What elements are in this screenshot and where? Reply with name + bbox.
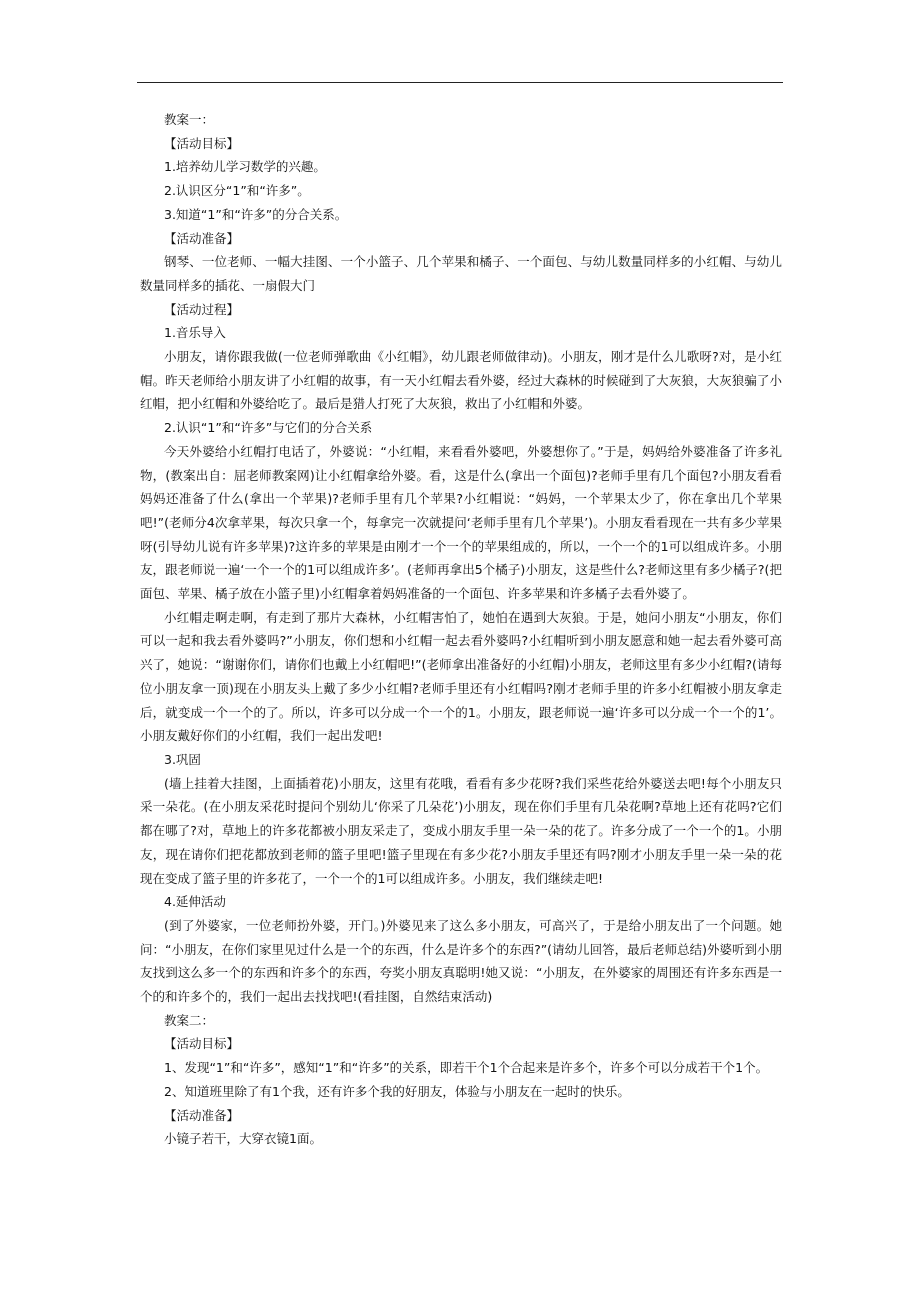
- preparation-text: 小镜子若干，大穿衣镜1面。: [164, 1131, 322, 1147]
- body-paragraph: 小朋友，请你跟我做(一位老师弹歌曲《小红帽》，幼儿跟老师做律动)。小朋友，刚才是什么儿歌呀?对，是小红帽。昨天老师给小朋友讲了小红帽的故事，有一天小红帽去看外婆，经过大森林的时候碰到了大灰狼，大灰狼骗了小红帽，把小红帽和外婆给吃了。最后是猎人打死了大灰狼，救出了小红帽和外婆。: [140, 349, 782, 412]
- step-heading: 1.音乐导入: [164, 325, 226, 341]
- body-paragraph: (墙上挂着大挂图，上面插着花)小朋友，这里有花哦，看看有多少花呀?我们采些花给外婆送去吧!每个小朋友只采一朵花。(在小朋友采花时提问个别幼儿‘你采了几朵花’)小朋友，现在你们手里有几朵花啊?草地上还有花吗?它们都在哪了?对，草地上的许多花都被小朋友采走了，变成小朋友手里一朵一朵的花了。许多分成了一个一个的1。小朋友，现在请你们把花都放到老师的篮子里吧!篮子里现在有多少花?小朋友手里还有吗?刚才小朋友手里一朵一朵的花现在变成了篮子里的许多花了，一个一个的1可以组成许多。小朋友，我们继续走吧!: [140, 775, 782, 886]
- step-heading: 3.巩固: [164, 751, 201, 767]
- header-rule: [137, 82, 783, 83]
- plan-two-heading: 教案二：: [164, 1012, 215, 1028]
- document-body: [140, 108, 782, 1151]
- goal-item: 1、发现“1”和“许多”，感知“1”和“许多”的关系，即若干个1个合起来是许多个，许多个可以分成若干个1个。: [164, 1060, 769, 1076]
- preparation-text: 钢琴、一位老师、一幅大挂图、一个小篮子、几个苹果和橘子、一个面包、与幼儿数量同样多的小红帽、与幼儿数量同样多的插花、一扇假大门: [140, 254, 782, 293]
- section-heading-preparation: 【活动准备】: [164, 1107, 240, 1123]
- body-paragraph: 今天外婆给小红帽打电话了，外婆说：“小红帽，来看看外婆吧，外婆想你了。”于是，妈妈给外婆准备了许多礼物，(教案出自：屈老师教案网)让小红帽拿给外婆。看，这是什么(拿出一个面包)?老师手里有几个面包?小朋友看看妈妈还准备了什么(拿出一个苹果)?老师手里有几个苹果?小红帽说：“妈妈，一个苹果太少了，你在拿出几个苹果吧!”(老师分4次拿苹果，每次只拿一个，每拿完一次就提问‘老师手里有几个苹果’)。小朋友看看现在一共有多少苹果呀(引导幼儿说有许多苹果)?这许多的苹果是由刚才一个一个的苹果组成的，所以，一个一个的1可以组成许多。小朋友，跟老师说一遍‘一个一个的1可以组成许多’。(老师再拿出5个橘子)小朋友，这是些什么?老师这里有多少橘子?(把面包、苹果、橘子放在小篮子里)小红帽拿着妈妈准备的一个面包、许多苹果和许多橘子去看外婆了。: [140, 443, 782, 602]
- section-heading-preparation: 【活动准备】: [164, 230, 240, 246]
- goal-item: 2.认识区分“1”和“许多”。: [164, 183, 310, 199]
- body-paragraph: (到了外婆家，一位老师扮外婆，开门。)外婆见来了这么多小朋友，可高兴了，于是给小朋友出了一个问题。她问：“小朋友，在你们家里见过什么是一个的东西，什么是许多个的东西?”(请幼儿回答，最后老师总结)外婆听到小朋友找到这么多一个的东西和许多个的东西，夸奖小朋友真聪明!她又说：“小朋友，在外婆家的周围还有许多东西是一个的和许多个的，我们一起出去找找吧!(看挂图，自然结束活动): [140, 917, 782, 1005]
- section-heading-goals: 【活动目标】: [164, 135, 240, 151]
- section-heading-process: 【活动过程】: [164, 301, 240, 317]
- step-heading: 4.延伸活动: [164, 894, 226, 910]
- goal-item: 2、知道班里除了有1个我，还有许多个我的好朋友，体验与小朋友在一起时的快乐。: [164, 1083, 630, 1099]
- plan-one-heading: 教案一：: [164, 112, 215, 127]
- goal-item: 3.知道“1”和“许多”的分合关系。: [164, 206, 348, 222]
- step-heading: 2.认识“1”和“许多”与它们的分合关系: [164, 420, 373, 436]
- goal-item: 1.培养幼儿学习数学的兴趣。: [164, 159, 326, 175]
- body-paragraph: 小红帽走啊走啊，有走到了那片大森林，小红帽害怕了，她怕在遇到大灰狼。于是，她问小朋友“小朋友，你们可以一起和我去看外婆吗?”小朋友，你们想和小红帽一起去看外婆吗?小红帽听到小朋友愿意和她一起去看外婆可高兴了，她说：“谢谢你们，请你们也戴上小红帽吧!”(老师拿出准备好的小红帽)小朋友，老师这里有多少小红帽?(请每位小朋友拿一顶)现在小朋友头上戴了多少小红帽?老师手里还有小红帽吗?刚才老师手里的许多小红帽被小朋友拿走后，就变成一个一个的了。所以，许多可以分成一个一个的1。小朋友，跟老师说一遍‘许多可以分成一个一个的1’。小朋友戴好你们的小红帽，我们一起出发吧!: [140, 609, 782, 744]
- section-heading-goals: 【活动目标】: [164, 1036, 240, 1052]
